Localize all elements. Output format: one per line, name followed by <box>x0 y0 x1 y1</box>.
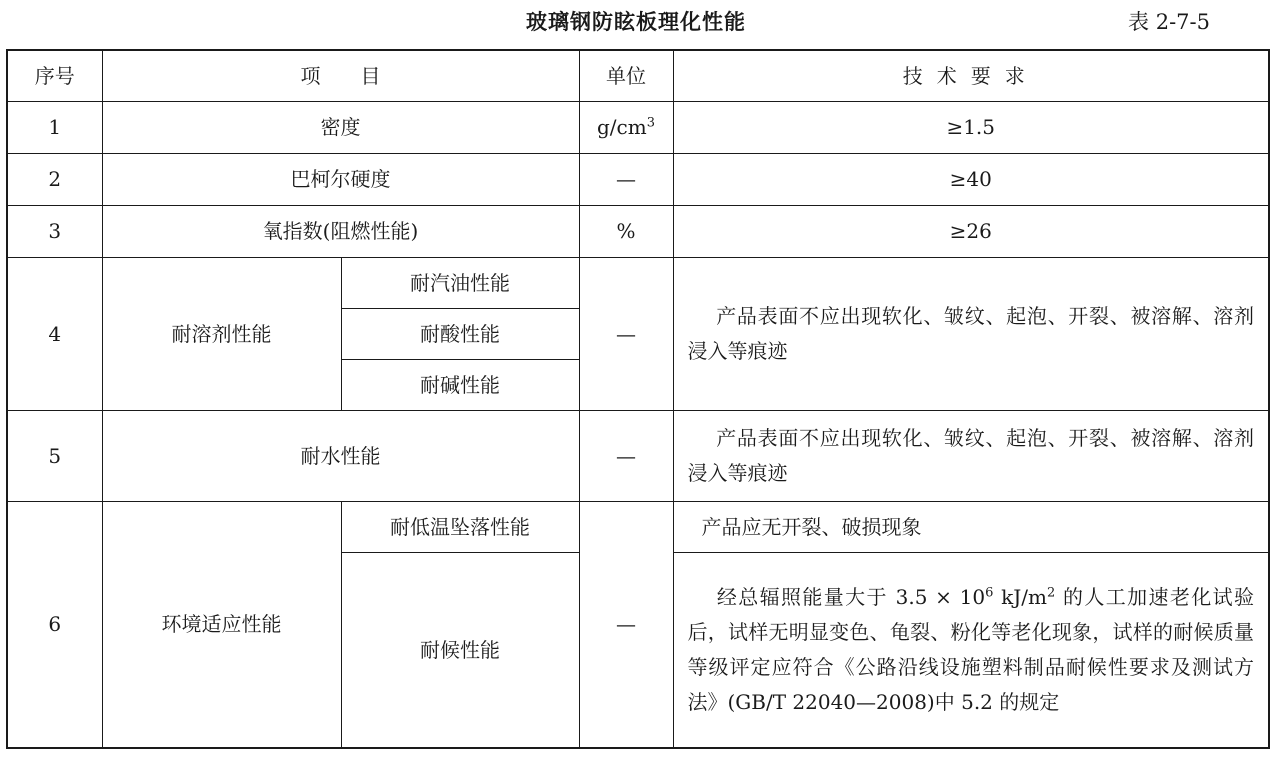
row-unit: — <box>579 153 673 205</box>
row-subitem: 耐低温坠落性能 <box>341 501 579 552</box>
row-subitem: 耐汽油性能 <box>341 257 579 308</box>
row-item: 耐溶剂性能 <box>102 257 341 410</box>
header-row <box>7 50 1269 101</box>
row-index: 1 <box>7 101 102 153</box>
row-item: 环境适应性能 <box>102 501 341 748</box>
row-index: 3 <box>7 205 102 257</box>
table-row <box>7 205 1269 257</box>
row-requirement: ≥1.5 <box>673 101 1269 153</box>
row-requirement: 产品应无开裂、破损现象 <box>673 501 1269 552</box>
properties-table <box>6 49 1270 749</box>
table-row <box>7 153 1269 205</box>
table-number: 表 2-7-5 <box>1128 10 1210 34</box>
table-row <box>7 101 1269 153</box>
header-requirement: 技术要求 <box>673 50 1269 101</box>
row-subitem: 耐碱性能 <box>341 359 579 410</box>
row-item: 密度 <box>102 101 579 153</box>
row-subitem: 耐酸性能 <box>341 308 579 359</box>
row-requirement: 产品表面不应出现软化、皱纹、起泡、开裂、被溶解、溶剂浸入等痕迹 <box>673 410 1269 501</box>
table-row <box>7 410 1269 501</box>
row-subitem: 耐候性能 <box>341 552 579 748</box>
row-item: 耐水性能 <box>102 410 579 501</box>
row-requirement: ≥26 <box>673 205 1269 257</box>
header-index: 序号 <box>7 50 102 101</box>
row-unit: — <box>579 257 673 410</box>
row-index: 4 <box>7 257 102 410</box>
header-item: 项 目 <box>102 50 579 101</box>
table-title: 玻璃钢防眩板理化性能 <box>526 10 746 34</box>
row-index: 6 <box>7 501 102 748</box>
table-row <box>7 257 1269 308</box>
row-requirement: 产品表面不应出现软化、皱纹、起泡、开裂、被溶解、溶剂浸入等痕迹 <box>673 257 1269 410</box>
row-item: 氧指数(阻燃性能) <box>102 205 579 257</box>
row-unit: % <box>579 205 673 257</box>
row-requirement: 经总辐照能量大于 $3.5 \times 10^6$ $kJ/m^2$ 的人工加速老化试验后，试样无明显变色、龟裂、粉化等老化现象，试样的耐候质量等级评定应符合《公路沿线设施塑料制品耐候性要求及测试方法》(GB/T 22040—2008)中 5.2 的规定 <box>673 552 1269 748</box>
row-index: 2 <box>7 153 102 205</box>
table-caption <box>0 0 1272 46</box>
table-row <box>7 501 1269 552</box>
row-item: 巴柯尔硬度 <box>102 153 579 205</box>
row-unit: — <box>579 410 673 501</box>
row-unit: — <box>579 501 673 748</box>
header-unit: 单位 <box>579 50 673 101</box>
row-unit: $g/cm^3$ <box>579 101 673 153</box>
row-requirement: ≥40 <box>673 153 1269 205</box>
row-index: 5 <box>7 410 102 501</box>
